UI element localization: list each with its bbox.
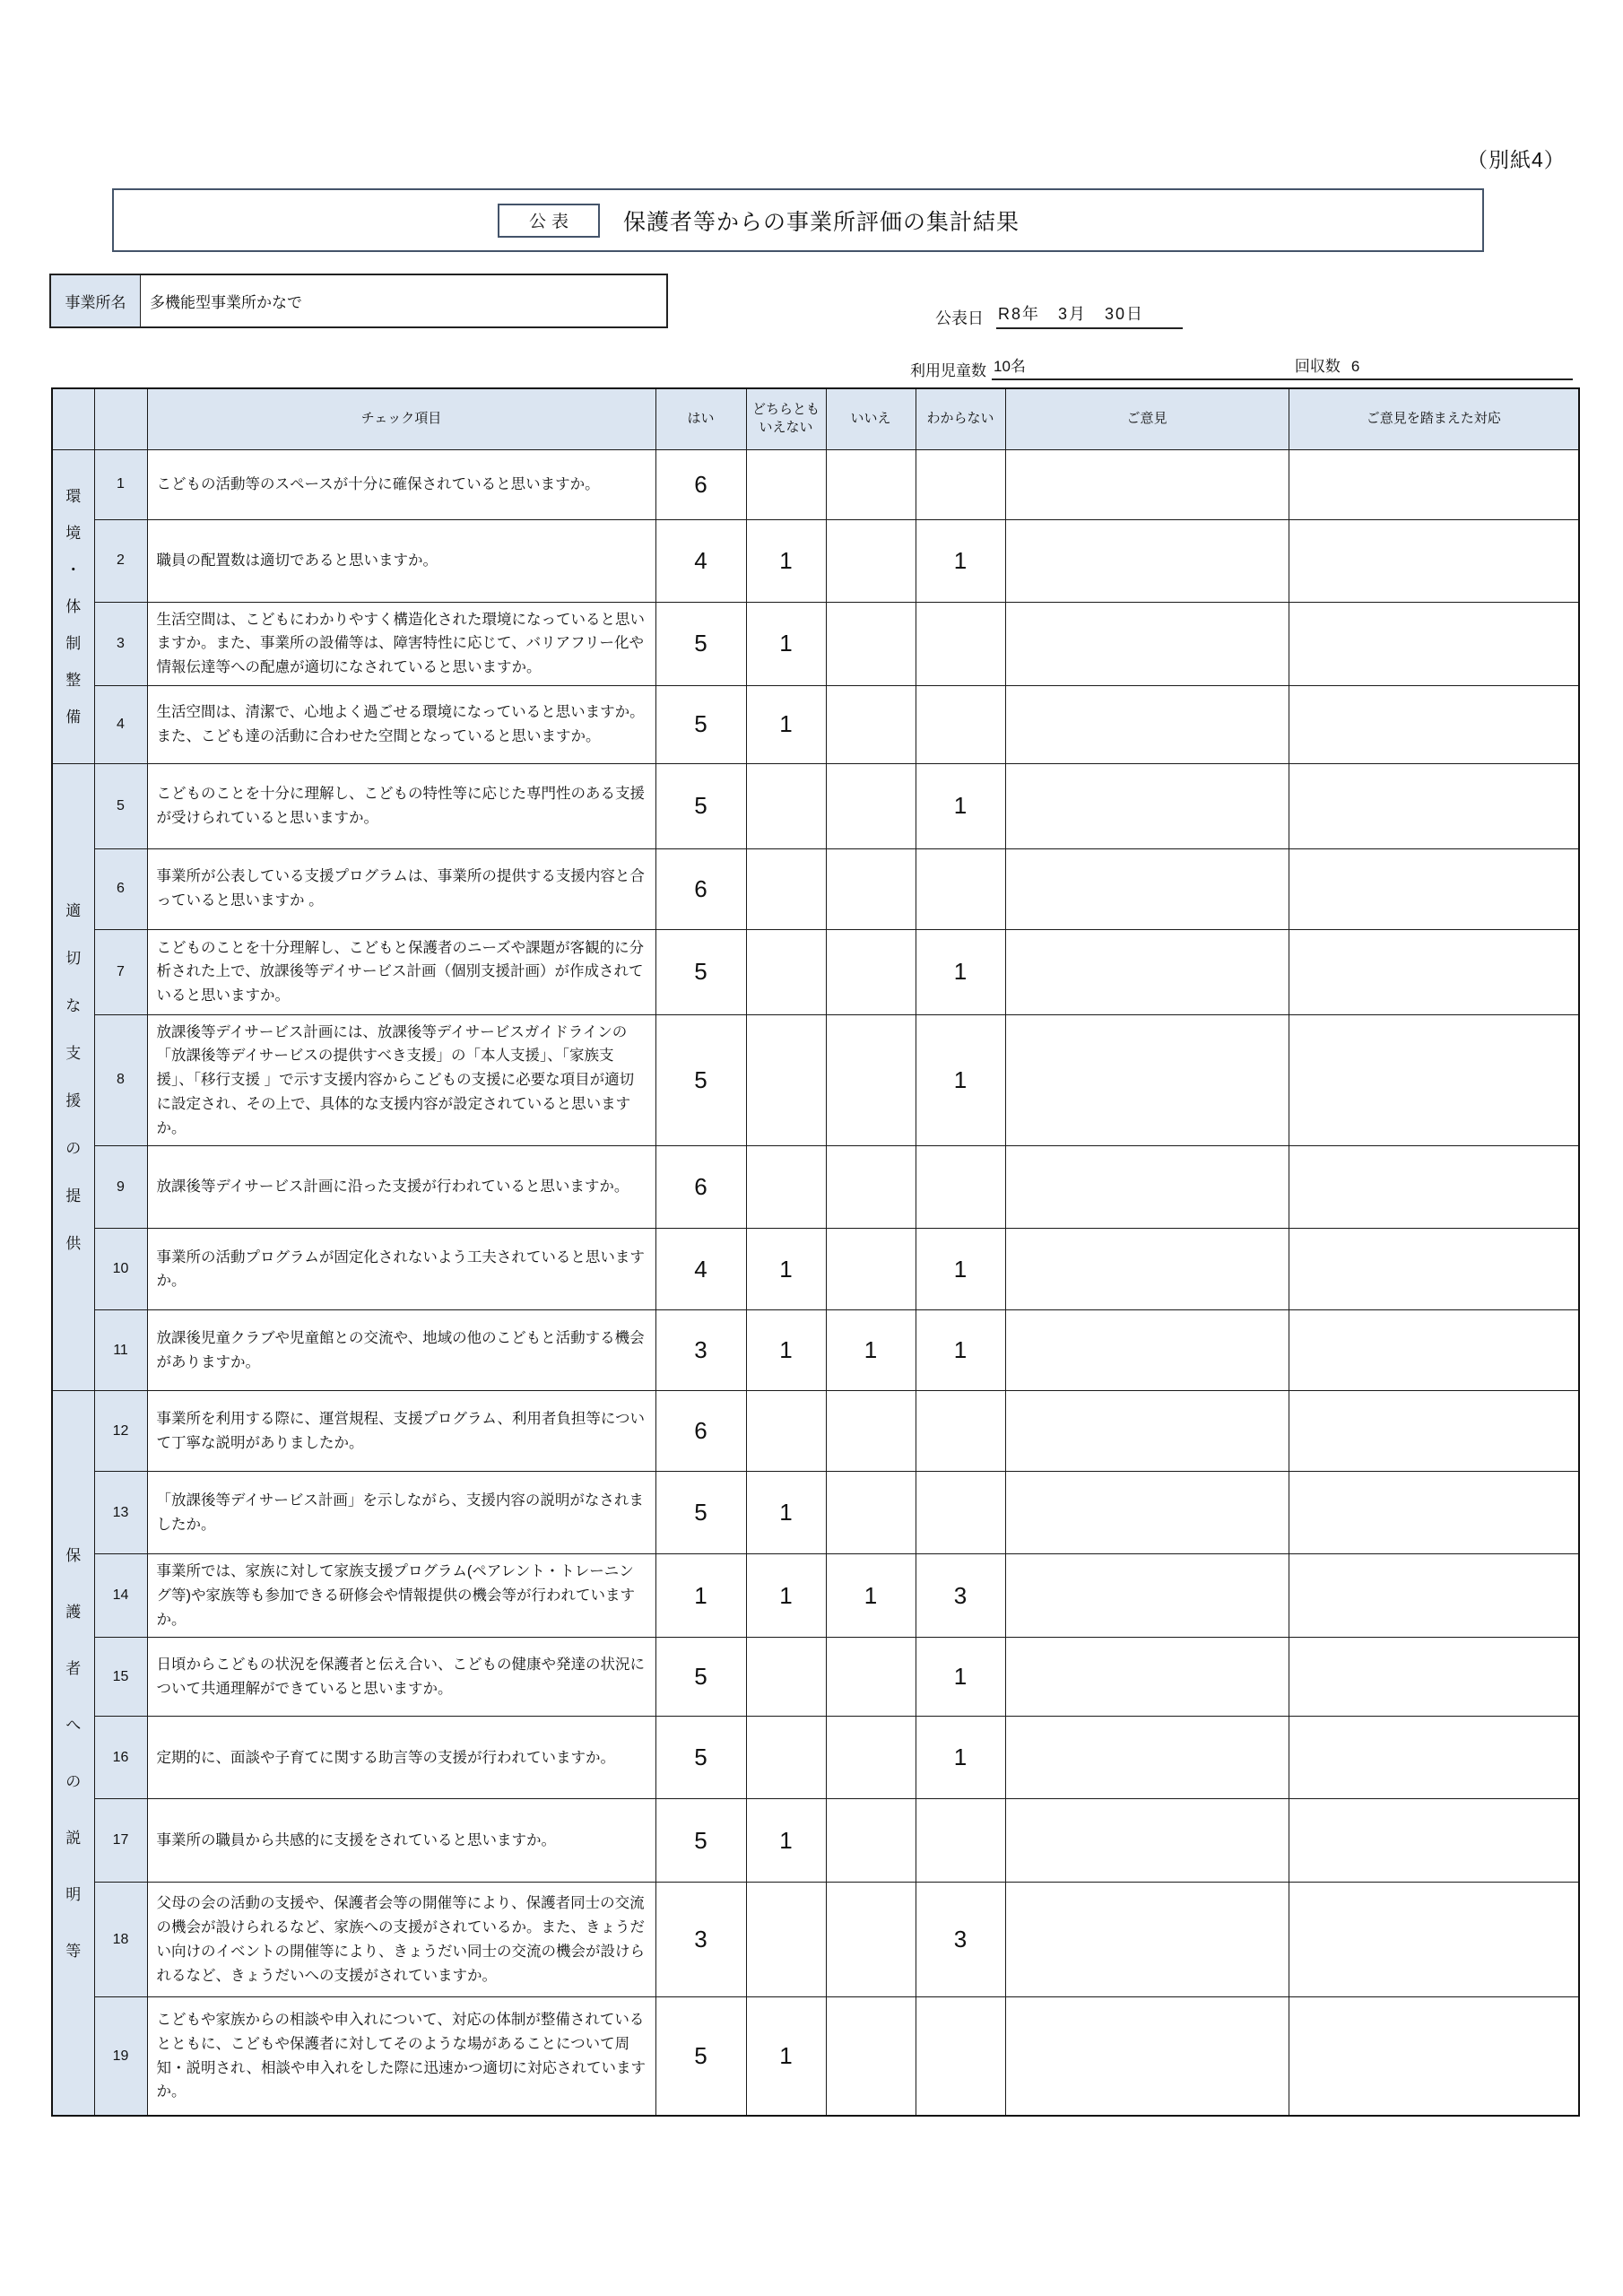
opinion-cell (1005, 1014, 1289, 1146)
table-row (52, 1638, 1579, 1717)
table-row (52, 602, 1579, 685)
answer-unknown (916, 1799, 1005, 1883)
response-cell (1289, 1638, 1579, 1717)
table-row (52, 1717, 1579, 1799)
answer-yes: 5 (655, 929, 746, 1014)
answer-no (826, 1638, 916, 1717)
row-number: 8 (94, 1014, 147, 1146)
check-item-text: 生活空間は、清潔で、心地よく過ごせる環境になっていると思いますか。また、こども達の活動に合わせた空間となっていると思いますか。 (147, 685, 655, 763)
answer-neither (746, 763, 826, 848)
answer-no (826, 449, 916, 519)
header-number (94, 388, 147, 449)
office-name-value: 多機能型事業所かなで (150, 294, 302, 311)
answer-yes: 6 (655, 1391, 746, 1472)
table-row (52, 685, 1579, 763)
answer-no (826, 1883, 916, 1997)
publication-tag: 公表 (498, 204, 600, 238)
check-item-text: 事業所では、家族に対して家族支援プログラム(ペアレント・トレーニング等)や家族等も参加できる研修会や情報提供の機会等が行われていますか。 (147, 1554, 655, 1638)
table-row (52, 1997, 1579, 2116)
answer-no (826, 1146, 916, 1229)
answer-no (826, 602, 916, 685)
table-row (52, 929, 1579, 1014)
check-item-text: 事業所の職員から共感的に支援をされていると思いますか。 (147, 1799, 655, 1883)
answer-yes: 6 (655, 449, 746, 519)
response-cell (1289, 1997, 1579, 2116)
row-number: 12 (94, 1391, 147, 1472)
answer-neither (746, 449, 826, 519)
answer-yes: 5 (655, 1799, 746, 1883)
answer-unknown: 1 (916, 519, 1005, 602)
answer-unknown: 1 (916, 1717, 1005, 1799)
check-item-text: こどものことを十分に理解し、こどもの特性等に応じた専門性のある支援が受けられていると思いますか。 (147, 763, 655, 848)
opinion-cell (1005, 1146, 1289, 1229)
answer-neither: 1 (746, 602, 826, 685)
answer-yes: 5 (655, 1997, 746, 2116)
row-number: 2 (94, 519, 147, 602)
answer-neither (746, 848, 826, 929)
table-row (52, 1310, 1579, 1391)
answer-no (826, 685, 916, 763)
table-row (52, 1229, 1579, 1310)
collected-count-label: 回収数 (1294, 358, 1341, 375)
check-item-text: 事業所が公表している支援プログラムは、事業所の提供する支援内容と合っていると思いますか 。 (147, 848, 655, 929)
response-cell (1289, 602, 1579, 685)
row-number: 16 (94, 1717, 147, 1799)
check-item-text: 日頃からこどもの状況を保護者と伝え合い、こどもの健康や発達の状況について共通理解ができていると思いますか。 (147, 1638, 655, 1717)
answer-no (826, 1229, 916, 1310)
opinion-cell (1005, 1799, 1289, 1883)
row-number: 18 (94, 1883, 147, 1997)
header-category (52, 388, 94, 449)
header-check-item: チェック項目 (147, 388, 655, 449)
response-cell (1289, 685, 1579, 763)
answer-neither: 1 (746, 1554, 826, 1638)
answer-neither (746, 1014, 826, 1146)
check-item-text: こどものことを十分理解し、こどもと保護者のニーズや課題が客観的に分析された上で、放課後等デイサービス計画（個別支援計画）が作成されていると思いますか。 (147, 929, 655, 1014)
response-cell (1289, 848, 1579, 929)
table-row (52, 449, 1579, 519)
opinion-cell (1005, 1638, 1289, 1717)
answer-yes: 4 (655, 1229, 746, 1310)
counts-underline (992, 353, 1573, 380)
table-row (52, 519, 1579, 602)
response-cell (1289, 1554, 1579, 1638)
answer-unknown: 3 (916, 1883, 1005, 1997)
table-row (52, 1554, 1579, 1638)
response-cell (1289, 1717, 1579, 1799)
answer-neither (746, 1717, 826, 1799)
header-opinion: ご意見 (1005, 388, 1289, 449)
answer-unknown (916, 1472, 1005, 1554)
response-cell (1289, 1014, 1579, 1146)
row-number: 19 (94, 1997, 147, 2116)
answer-yes: 1 (655, 1554, 746, 1638)
answer-yes: 5 (655, 1014, 746, 1146)
check-item-text: 放課後等デイサービス計画には、放課後等デイサービスガイドラインの「放課後等デイサービスの提供すべき支援」の「本人支援」、「家族支援」、「移行支援 」で示す支援内容からこどもの支援に必要な項目が適切に設定され、その上で、具体的な支援内容が設定されていると思いますか。 (147, 1014, 655, 1146)
header-response: ご意見を踏まえた対応 (1289, 388, 1579, 449)
header-row (52, 388, 1579, 449)
response-cell (1289, 1799, 1579, 1883)
opinion-cell (1005, 1997, 1289, 2116)
table-row (52, 1391, 1579, 1472)
row-number: 10 (94, 1229, 147, 1310)
answer-unknown (916, 848, 1005, 929)
answer-yes: 5 (655, 685, 746, 763)
response-cell (1289, 1229, 1579, 1310)
answer-yes: 6 (655, 848, 746, 929)
answer-unknown: 1 (916, 1638, 1005, 1717)
table-row (52, 848, 1579, 929)
row-number: 3 (94, 602, 147, 685)
answer-unknown (916, 449, 1005, 519)
evaluation-table (51, 387, 1580, 2117)
row-number: 9 (94, 1146, 147, 1229)
page-title: 保護者等からの事業所評価の集計結果 (623, 209, 1020, 235)
table-row (52, 763, 1579, 848)
opinion-cell (1005, 1229, 1289, 1310)
header-unknown: わからない (916, 388, 1005, 449)
opinion-cell (1005, 848, 1289, 929)
category-support: 適 切 な 支 援 の 提 供 (52, 763, 94, 1391)
answer-no (826, 929, 916, 1014)
response-cell (1289, 449, 1579, 519)
answer-yes: 5 (655, 1717, 746, 1799)
answer-no: 1 (826, 1310, 916, 1391)
answer-neither: 1 (746, 1229, 826, 1310)
row-number: 14 (94, 1554, 147, 1638)
opinion-cell (1005, 685, 1289, 763)
opinion-cell (1005, 1472, 1289, 1554)
answer-yes: 5 (655, 602, 746, 685)
answer-no (826, 763, 916, 848)
answer-no (826, 519, 916, 602)
row-number: 15 (94, 1638, 147, 1717)
check-item-text: 生活空間は、こどもにわかりやすく構造化された環境になっていると思いますか。また、事業所の設備等は、障害特性に応じて、バリアフリー化や情報伝達等への配慮が適切になされていると思いますか。 (147, 602, 655, 685)
row-number: 6 (94, 848, 147, 929)
response-cell (1289, 1883, 1579, 1997)
answer-unknown (916, 685, 1005, 763)
answer-unknown: 1 (916, 1310, 1005, 1391)
opinion-cell (1005, 1883, 1289, 1997)
opinion-cell (1005, 763, 1289, 848)
answer-no (826, 1472, 916, 1554)
answer-neither (746, 1391, 826, 1472)
row-number: 5 (94, 763, 147, 848)
answer-neither: 1 (746, 1310, 826, 1391)
header-neither: どちらとも いえない (746, 388, 826, 449)
answer-neither (746, 1638, 826, 1717)
answer-yes: 6 (655, 1146, 746, 1229)
table-row (52, 1883, 1579, 1997)
answer-neither (746, 1146, 826, 1229)
attachment-label: （別紙4） (1467, 148, 1566, 171)
answer-no (826, 1391, 916, 1472)
answer-unknown: 3 (916, 1554, 1005, 1638)
row-number: 11 (94, 1310, 147, 1391)
header-yes: はい (655, 388, 746, 449)
opinion-cell (1005, 1310, 1289, 1391)
response-cell (1289, 763, 1579, 848)
row-number: 4 (94, 685, 147, 763)
answer-yes: 3 (655, 1883, 746, 1997)
answer-unknown (916, 1146, 1005, 1229)
check-item-text: 父母の会の活動の支援や、保護者会等の開催等により、保護者同士の交流の機会が設けられるなど、家族への支援がされているか。また、きょうだい向けのイベントの開催等により、きょうだい同士の交流の機会が設けられるなど、きょうだいへの支援がされていますか。 (147, 1883, 655, 1997)
check-item-text: 放課後児童クラブや児童館との交流や、地域の他のこどもと活動する機会がありますか。 (147, 1310, 655, 1391)
check-item-text: 放課後等デイサービス計画に沿った支援が行われていると思いますか。 (147, 1146, 655, 1229)
answer-unknown (916, 1391, 1005, 1472)
answer-neither: 1 (746, 685, 826, 763)
answer-unknown (916, 1997, 1005, 2116)
response-cell (1289, 929, 1579, 1014)
answer-yes: 4 (655, 519, 746, 602)
category-environment: 環 境 ・ 体 制 整 備 (52, 449, 94, 763)
table-row (52, 1472, 1579, 1554)
check-item-text: 定期的に、面談や子育てに関する助言等の支援が行われていますか。 (147, 1717, 655, 1799)
collected-count-value: 6 (1350, 358, 1360, 375)
answer-no: 1 (826, 1554, 916, 1638)
answer-yes: 3 (655, 1310, 746, 1391)
response-cell (1289, 1472, 1579, 1554)
table-row (52, 1799, 1579, 1883)
check-item-text: 事業所を利用する際に、運営規程、支援プログラム、利用者負担等について丁寧な説明がありましたか。 (147, 1391, 655, 1472)
header-no: いいえ (826, 388, 916, 449)
title-box (112, 188, 1484, 252)
answer-neither: 1 (746, 1472, 826, 1554)
opinion-cell (1005, 1391, 1289, 1472)
table-row (52, 1146, 1579, 1229)
response-cell (1289, 1310, 1579, 1391)
children-count-label: 利用児童数 (910, 362, 986, 379)
row-number: 1 (94, 449, 147, 519)
check-item-text: こどもや家族からの相談や申入れについて、対応の体制が整備されているとともに、こどもや保護者に対してそのような場があることについて周知・説明され、相談や申入れをした際に迅速かつ適切に対応されていますか。 (147, 1997, 655, 2116)
check-item-text: 職員の配置数は適切であると思いますか。 (147, 519, 655, 602)
answer-yes: 5 (655, 1472, 746, 1554)
answer-unknown: 1 (916, 1229, 1005, 1310)
publish-date (935, 301, 1183, 329)
answer-neither: 1 (746, 519, 826, 602)
answer-yes: 5 (655, 1638, 746, 1717)
answer-no (826, 1997, 916, 2116)
opinion-cell (1005, 1717, 1289, 1799)
answer-unknown: 1 (916, 763, 1005, 848)
answer-no (826, 1799, 916, 1883)
row-number: 7 (94, 929, 147, 1014)
check-item-text: こどもの活動等のスペースが十分に確保されていると思いますか。 (147, 449, 655, 519)
opinion-cell (1005, 602, 1289, 685)
children-count-value: 10名 (994, 358, 1026, 375)
answer-unknown: 1 (916, 929, 1005, 1014)
opinion-cell (1005, 1554, 1289, 1638)
response-cell (1289, 519, 1579, 602)
response-cell (1289, 1391, 1579, 1472)
answer-unknown: 1 (916, 1014, 1005, 1146)
answer-neither (746, 1883, 826, 1997)
answer-no (826, 848, 916, 929)
answer-no (826, 1717, 916, 1799)
opinion-cell (1005, 519, 1289, 602)
answer-no (826, 1014, 916, 1146)
check-item-text: 「放課後等デイサービス計画」を示しながら、支援内容の説明がなされましたか。 (147, 1472, 655, 1554)
response-cell (1289, 1146, 1579, 1229)
row-number: 17 (94, 1799, 147, 1883)
row-number: 13 (94, 1472, 147, 1554)
answer-neither: 1 (746, 1997, 826, 2116)
office-name-table (49, 274, 668, 328)
counts-line (910, 353, 1573, 380)
answer-unknown (916, 602, 1005, 685)
opinion-cell (1005, 449, 1289, 519)
check-item-text: 事業所の活動プログラムが固定化されないよう工夫されていると思いますか。 (147, 1229, 655, 1310)
category-explanation: 保 護 者 へ の 説 明 等 (52, 1391, 94, 2116)
answer-neither (746, 929, 826, 1014)
opinion-cell (1005, 929, 1289, 1014)
answer-yes: 5 (655, 763, 746, 848)
office-name-label: 事業所名 (51, 275, 141, 326)
answer-neither: 1 (746, 1799, 826, 1883)
publish-date-value: R8年 3月 30日 (996, 301, 1183, 329)
publish-date-label: 公表日 (935, 309, 984, 327)
table-row (52, 1014, 1579, 1146)
